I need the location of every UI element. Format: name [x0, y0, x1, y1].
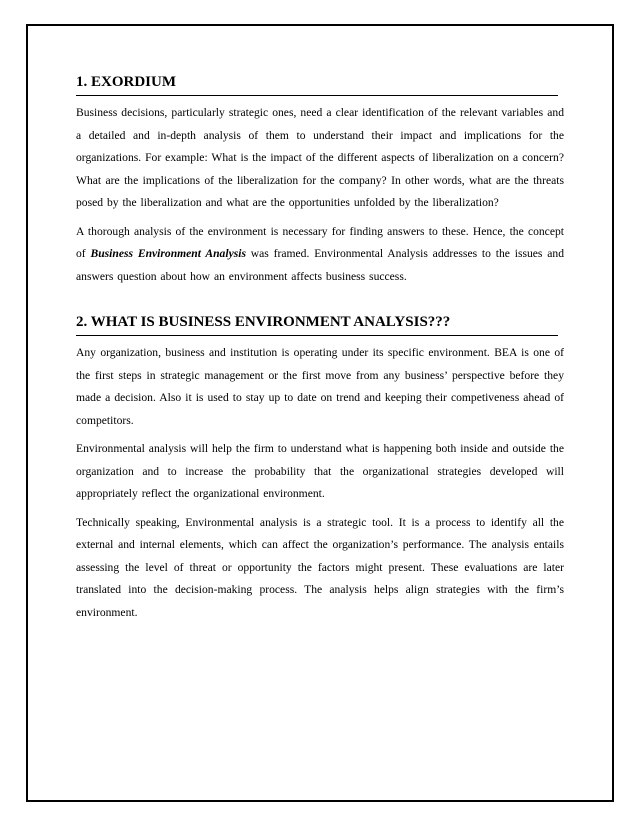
paragraph: Environmental analysis will help the firm to understand what is happening both inside and outside the organization and to increase the probability that the organizational strategies developed will appropriately reflect the organizational environment. — [76, 442, 565, 500]
section-heading: 1. EXORDIUM — [76, 74, 558, 96]
document-body — [76, 74, 564, 624]
paragraph: Technically speaking, Environmental analysis is a strategic tool. It is a process to identify all the external and internal elements, which can affect the organization’s performance. The analysis entails assessing the level of threat or opportunity the factors might present. These evaluations are later translated into the decision-making process. The analysis helps align strategies with the firm’s environment. — [76, 515, 564, 619]
paragraph — [76, 221, 564, 289]
paragraph: Business decisions, particularly strategic ones, need a clear identification of the relevant variables and a detailed and in-depth analysis of them to understand their impact and implications for the organizations. For example: What is the impact of the different aspects of liberalization on a concern? What are the implications of the liberalization for the company? In other words, what are the threats posed by the liberalization and what are the opportunities unfolded by the liberalization? — [76, 106, 564, 209]
section-exordium — [76, 74, 564, 288]
section-what-is-bea — [76, 314, 564, 624]
paragraph-text: was framed. Environmental Analysis addresses to the issues and answers question about how an environment affects business success. — [76, 247, 565, 283]
paragraph-text: A thorough analysis of the environment is necessary for finding answers to these. Hence, the concept of — [76, 224, 564, 260]
section-heading: 2. WHAT IS BUSINESS ENVIRONMENT ANALYSIS??? — [76, 314, 558, 336]
paragraph: Any organization, business and institution is operating under its specific environment. BEA is one of the first steps in strategic management or the first move from any business’ perspective before they made a decision. Also it is used to stay up to date on trend and keeping their competiveness ahead of competitors. — [76, 346, 564, 427]
emphasized-term: Business Environment Analysis — [90, 247, 246, 260]
